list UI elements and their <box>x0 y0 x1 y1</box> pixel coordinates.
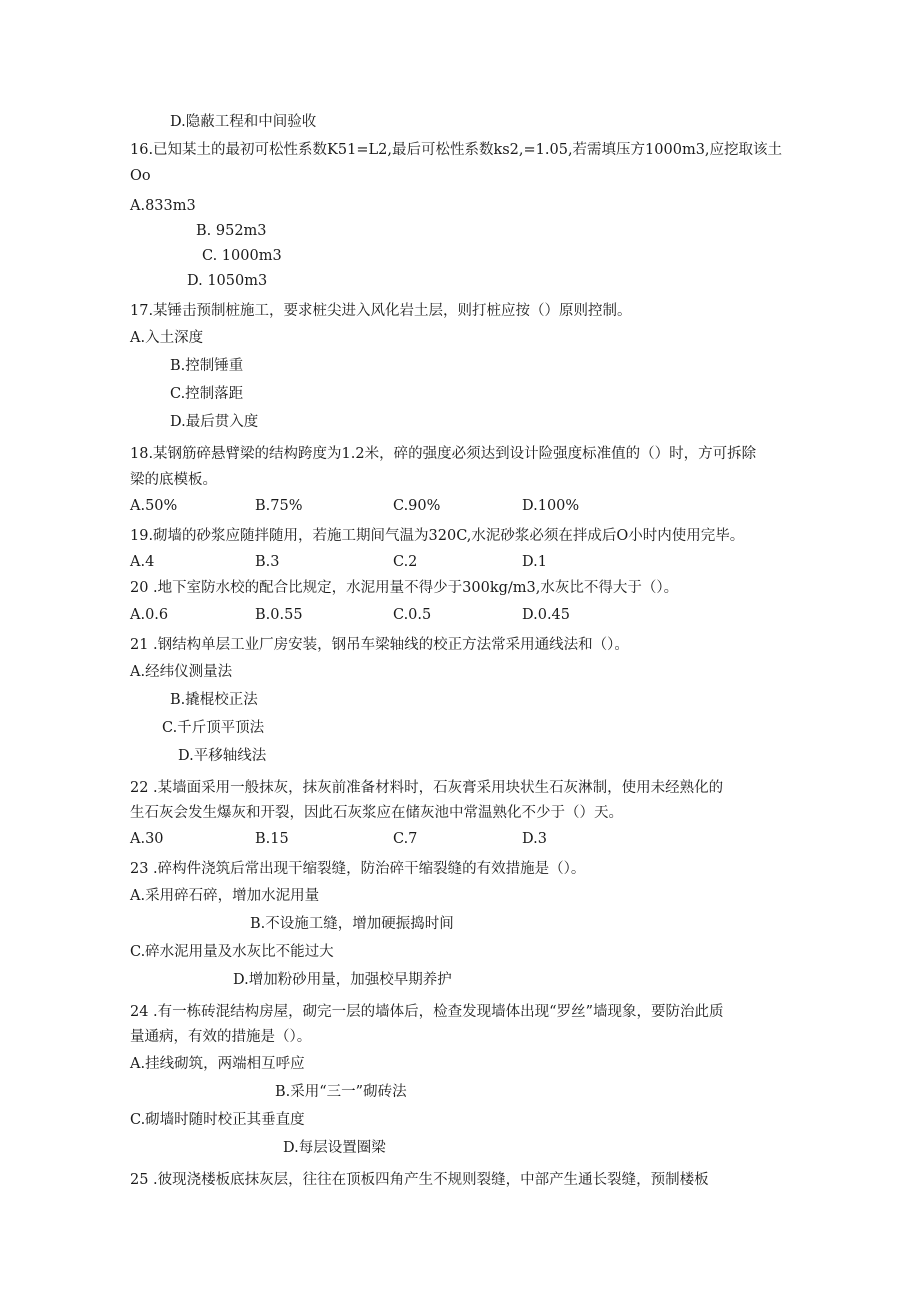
question-25: 25 .彼现浇楼板底抹灰层，往往在顶板四角产生不规则裂缝，中部产生通长裂缝，预制楼板 <box>130 1172 709 1188</box>
option-a-q17: A.入土深度 <box>130 330 204 346</box>
question-16: 16.已知某土的最初可松性系数K51=L2,最后可松性系数ks2,=1.05,若需填压方1000m3,应挖取该土 <box>130 142 783 158</box>
option-d-q23: D.增加粉砂用量，加强校早期养护 <box>233 972 452 988</box>
option-c-q17: C.控制落距 <box>170 386 244 402</box>
option-c-q19: C.2 <box>393 554 418 570</box>
question-23: 23 .碎构件浇筑后常出现干缩裂缝，防治碎干缩裂缝的有效措施是（）。 <box>130 861 586 877</box>
option-b-q17: B.控制锤重 <box>170 358 244 374</box>
question-20: 20 .地下室防水校的配合比规定，水泥用量不得少于300kg∕m3,水灰比不得大于（）。 <box>130 580 679 596</box>
question-16-cont: Oo <box>130 168 151 184</box>
option-a-q16: A.833m3 <box>130 198 196 214</box>
question-19: 19.砌墙的砂浆应随拌随用，若施工期间气温为320C,水泥砂浆必须在拌成后O小时内使用完毕。 <box>130 528 745 544</box>
option-c-q16: C. 1000m3 <box>202 248 282 264</box>
option-c-q18: C.90% <box>393 498 441 514</box>
option-d-q18: D.100% <box>522 498 580 514</box>
option-d-q21: D.平移轴线法 <box>178 748 267 764</box>
question-24-cont: 量通病，有效的措施是（）。 <box>130 1029 312 1045</box>
option-d-q22: D.3 <box>522 831 547 847</box>
option-c-q22: C.7 <box>393 831 418 847</box>
option-a-q18: A.50% <box>130 498 178 514</box>
question-21: 21 .钢结构单层工业厂房安装，钢吊车梁轴线的校正方法常采用通线法和（）。 <box>130 637 629 653</box>
question-18-cont: 梁的底模板。 <box>130 472 217 488</box>
option-d-q17: D.最后贯入度 <box>170 414 259 430</box>
option-c-q23: C.碎水泥用量及水灰比不能过大 <box>130 944 334 960</box>
option-a-q24: A.挂线砌筑，两端相互呼应 <box>130 1056 305 1072</box>
option-d-q24: D.每层设置圈梁 <box>283 1140 386 1156</box>
question-24: 24 .有一栋砖混结构房屋，砌完一层的墙体后，检查发现墙体出现“罗丝”墙现象，要防治此质 <box>130 1004 724 1020</box>
option-c-q24: C.砌墙时随时校正其垂直度 <box>130 1112 305 1128</box>
option-b-q24: B.采用“三一”砌砖法 <box>275 1084 407 1100</box>
option-a-q20: A.0.6 <box>130 607 169 623</box>
option-b-q19: B.3 <box>255 554 280 570</box>
question-22-cont: 生石灰会发生爆灰和开裂，因此石灰浆应在储灰池中常温熟化不少于（）天。 <box>130 805 623 821</box>
option-c-q21: C.千斤顶平顶法 <box>162 720 265 736</box>
option-c-q20: C.0.5 <box>393 607 432 623</box>
option-b-q22: B.15 <box>255 831 289 847</box>
option-a-q19: A.4 <box>130 554 155 570</box>
option-a-q21: A.经纬仪测量法 <box>130 664 233 680</box>
option-a-q22: A.30 <box>130 831 164 847</box>
option-b-q16: B. 952m3 <box>196 223 267 239</box>
option-b-q20: B.0.55 <box>255 607 303 623</box>
option-b-q21: B.撬棍校正法 <box>170 692 258 708</box>
question-17: 17.某锤击预制桩施工，要求桩尖进入风化岩土层，则打桩应按（）原则控制。 <box>130 303 632 319</box>
option-d-q15: D.隐蔽工程和中间验收 <box>170 114 317 130</box>
question-22: 22 .某墙面采用一般抹灰，抹灰前准备材料时，石灰膏采用块状生石灰淋制，使用未经熟化的 <box>130 780 724 796</box>
question-18: 18.某钢筋碎悬臂梁的结构跨度为1.2米，碎的强度必须达到设计险强度标准值的（）时，方可拆除 <box>130 446 757 462</box>
option-a-q23: A.采用碎石碎，增加水泥用量 <box>130 888 320 904</box>
option-d-q16: D. 1050m3 <box>187 273 268 289</box>
option-b-q23: B.不设施工缝，增加硬振捣时间 <box>250 916 454 932</box>
option-b-q18: B.75% <box>255 498 303 514</box>
option-d-q19: D.1 <box>522 554 547 570</box>
option-d-q20: D.0.45 <box>522 607 571 623</box>
